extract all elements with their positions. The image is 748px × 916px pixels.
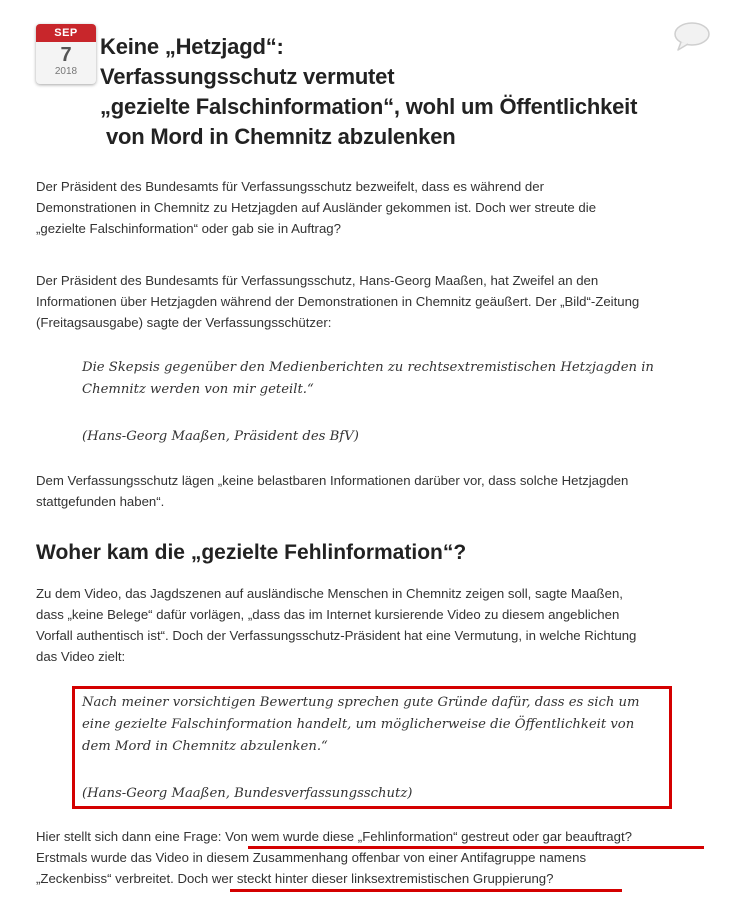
quote1-line-1: Die Skepsis gegenüber den Medienberichten zu rechtsextremistischen Hetzjagden in [82,360,654,375]
para2-line-1: Dem Verfassungsschutz lägen „keine belastbaren Informationen darüber vor, dass solche Hetzjagden [36,473,629,488]
intro-line-1: Der Präsident des Bundesamts für Verfassungsschutz bezweifelt, dass es während der [36,179,544,194]
para3-line-2: dass „keine Belege“ dafür vorlägen, „dass das im Internet kursierende Video zu diesem angeblichen [36,607,620,622]
title-line-4: von Mord in Chemnitz abzulenken [106,124,456,149]
para3-line-4: das Video zielt: [36,649,126,664]
para4-line-1 [36,829,632,844]
intro-line-2: Demonstrationen in Chemnitz zu Hetzjagden auf Ausländer gekommen ist. Doch wer streute die [36,200,597,215]
intro-line-3: „gezielte Falschinformation“ oder gab sie in Auftrag? [36,221,341,236]
quote-1-attribution: (Hans-Georg Maaßen, Präsident des BfV) [82,429,359,444]
section-heading: Woher kam die „gezielte Fehlinformation“? [36,541,467,564]
para1-line-1: Der Präsident des Bundesamts für Verfassungsschutz, Hans-Georg Maaßen, hat Zweifel an den [36,273,599,288]
quote-2 [82,692,640,758]
quote2-line-3: dem Mord in Chemnitz abzulenken.“ [82,739,328,754]
para3-line-3: Vorfall authentisch ist“. Doch der Verfassungsschutz-Präsident hat eine Vermutung, in welche Richtung [36,628,637,643]
para4-line-3-part-a: „Zeckenbiss“ verbreitet. Doch [36,871,212,886]
title-line-3 [100,92,637,122]
para3-line-1: Zu dem Video, das Jagdszenen auf ausländische Menschen in Chemnitz zeigen soll, sagte Maaßen, [36,586,623,601]
speech-bubble-icon[interactable] [672,20,712,52]
paragraph-4 [36,826,632,889]
red-underline-2 [230,889,622,892]
title-line-3-part-b: wohl um Öffentlichkeit [399,94,638,119]
para1-line-3: (Freitagsausgabe) sagte der Verfassungsschützer: [36,315,332,330]
date-day: 7 [60,44,72,66]
underlined-question-2: wer steckt hinter dieser linksextremistischen Gruppierung? [211,871,554,886]
title-line-2: Verfassungsschutz vermutet [100,64,395,89]
quote2-line-1: Nach meiner vorsichtigen Bewertung sprechen gute Gründe dafür, dass es sich um [82,695,640,710]
para4-line-2: Erstmals wurde das Video in diesem Zusammenhang offenbar von einer Antifagruppe namens [36,850,587,865]
underlined-question-1: Von wem wurde diese „Fehlinformation“ gestreut oder gar beauftragt? [225,829,632,844]
title-line-3-part-a: „gezielte Falschinformation“, [100,94,400,119]
quote2-line-2: eine gezielte Falschinformation handelt, um möglicherweise die Öffentlichkeit von [82,717,635,732]
para1-line-2: Informationen über Hetzjagden während der Demonstrationen in Chemnitz geäußert. Der „Bild“-Zeitung [36,294,640,309]
date-year: 2018 [54,66,78,77]
paragraph-2 [36,470,628,512]
para4-line-3 [36,871,553,886]
intro-paragraph [36,176,596,239]
paragraph-1 [36,270,639,333]
quote-1 [82,357,654,401]
paragraph-3 [36,583,636,667]
article-title[interactable] [100,32,637,152]
title-line-1: Keine „Hetzjagd“: [100,34,284,59]
red-underline-1 [248,846,704,849]
date-month: SEP [36,24,96,42]
quote-2-attribution: (Hans-Georg Maaßen, Bundesverfassungsschutz) [82,786,413,801]
para2-line-2: stattgefunden haben“. [36,494,165,509]
quote1-line-2: Chemnitz werden von mir geteilt.“ [82,382,314,397]
date-badge [36,24,96,84]
para4-line-1-part-a: Hier stellt sich dann eine Frage: [36,829,226,844]
